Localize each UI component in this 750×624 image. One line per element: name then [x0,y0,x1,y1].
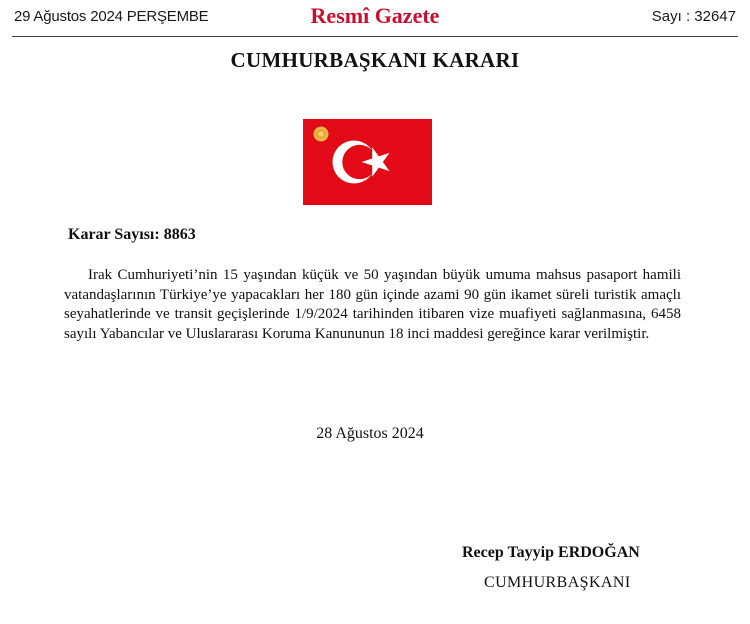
signer-name: Recep Tayyip ERDOĞAN [462,544,640,561]
issue-number: Sayı : 32647 [651,8,736,25]
masthead [12,0,738,36]
presidential-seal-icon [314,127,329,142]
gazette-title: Resmî Gazete [310,3,440,28]
document-heading: CUMHURBAŞKANI KARARI [230,48,520,72]
masthead-divider [12,36,738,37]
decision-body: Irak Cumhuriyeti’nin 15 yaşından küçük ve 50 yaşından büyük umuma mahsus pasaport hamili vatandaşlarının Türkiye’ye yapacakları her 180 gün içinde azami 90 gün ikamet süreli turistik amaçlı seyahatlerinde ve transit geçişlerinde 1/9/2024 tarihinden itibaren vize muafiyeti sağlanmasına, 6458 sayılı Yabancılar ve Uluslararası Koruma Kanununun 18 inci maddesi gereğince karar verilmiştir. [64,267,681,342]
signing-date: 28 Ağustos 2024 [316,425,424,442]
publication-date: 29 Ağustos 2024 PERŞEMBE [14,8,209,25]
signer-title: CUMHURBAŞKANI [484,574,631,591]
turkish-flag-icon [303,119,432,205]
decision-number: Karar Sayısı: 8863 [68,226,196,243]
